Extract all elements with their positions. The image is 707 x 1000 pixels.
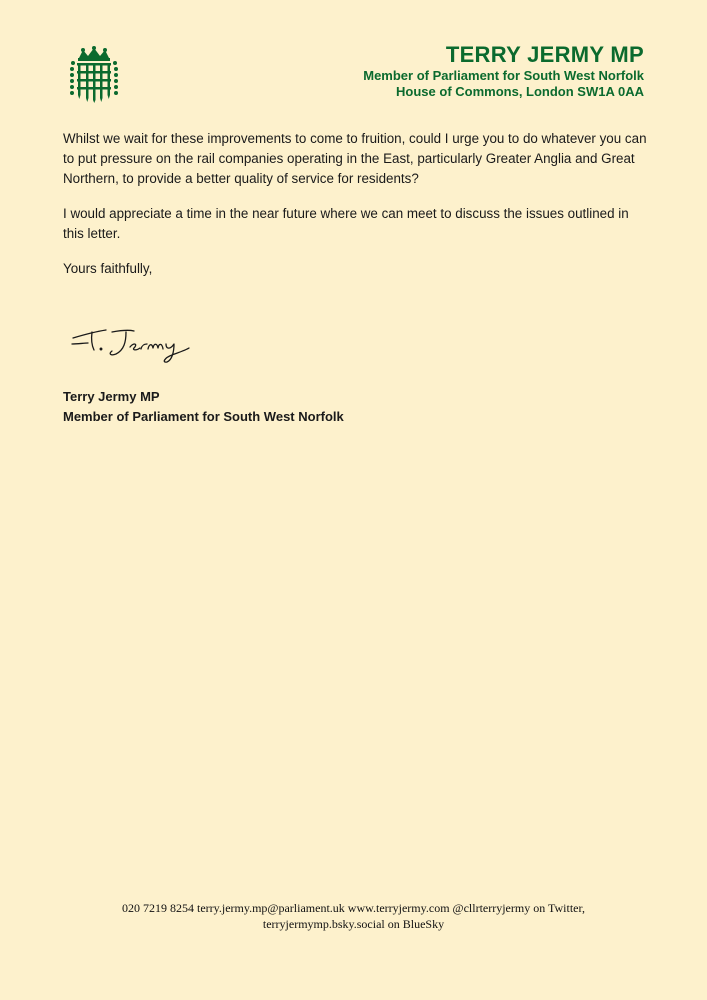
closing-salutation: Yours faithfully, <box>63 261 153 276</box>
footer-line: 020 7219 8254 terry.jermy.mp@parliament.uk www.terryjermy.com @cllrterryjermy on Twitter, <box>122 901 585 915</box>
mp-name: TERRY JERMY MP <box>445 42 644 67</box>
contact-footer <box>0 900 707 932</box>
mp-address: House of Commons, London SW1A 0AA <box>396 84 644 99</box>
letterhead <box>363 42 644 100</box>
signoff-name: Terry Jermy MP <box>63 389 160 404</box>
portcullis-icon <box>69 46 119 103</box>
letter-body <box>63 129 648 294</box>
signature-image <box>68 320 193 368</box>
mp-role: Member of Parliament for South West Norfolk <box>363 68 644 83</box>
signoff-title: Member of Parliament for South West Norfolk <box>63 409 344 424</box>
body-paragraph: I would appreciate a time in the near future where we can meet to discuss the issues outlined in this letter. <box>63 206 629 241</box>
signoff-block <box>63 387 344 427</box>
body-paragraph: Whilst we wait for these improvements to come to fruition, could I urge you to do whatever you can to put pressure on the rail companies operating in the East, particularly Greater Anglia and Great Northern, to provide a better quality of service for residents? <box>63 131 647 186</box>
footer-line: terryjermymp.bsky.social on BlueSky <box>262 917 445 931</box>
